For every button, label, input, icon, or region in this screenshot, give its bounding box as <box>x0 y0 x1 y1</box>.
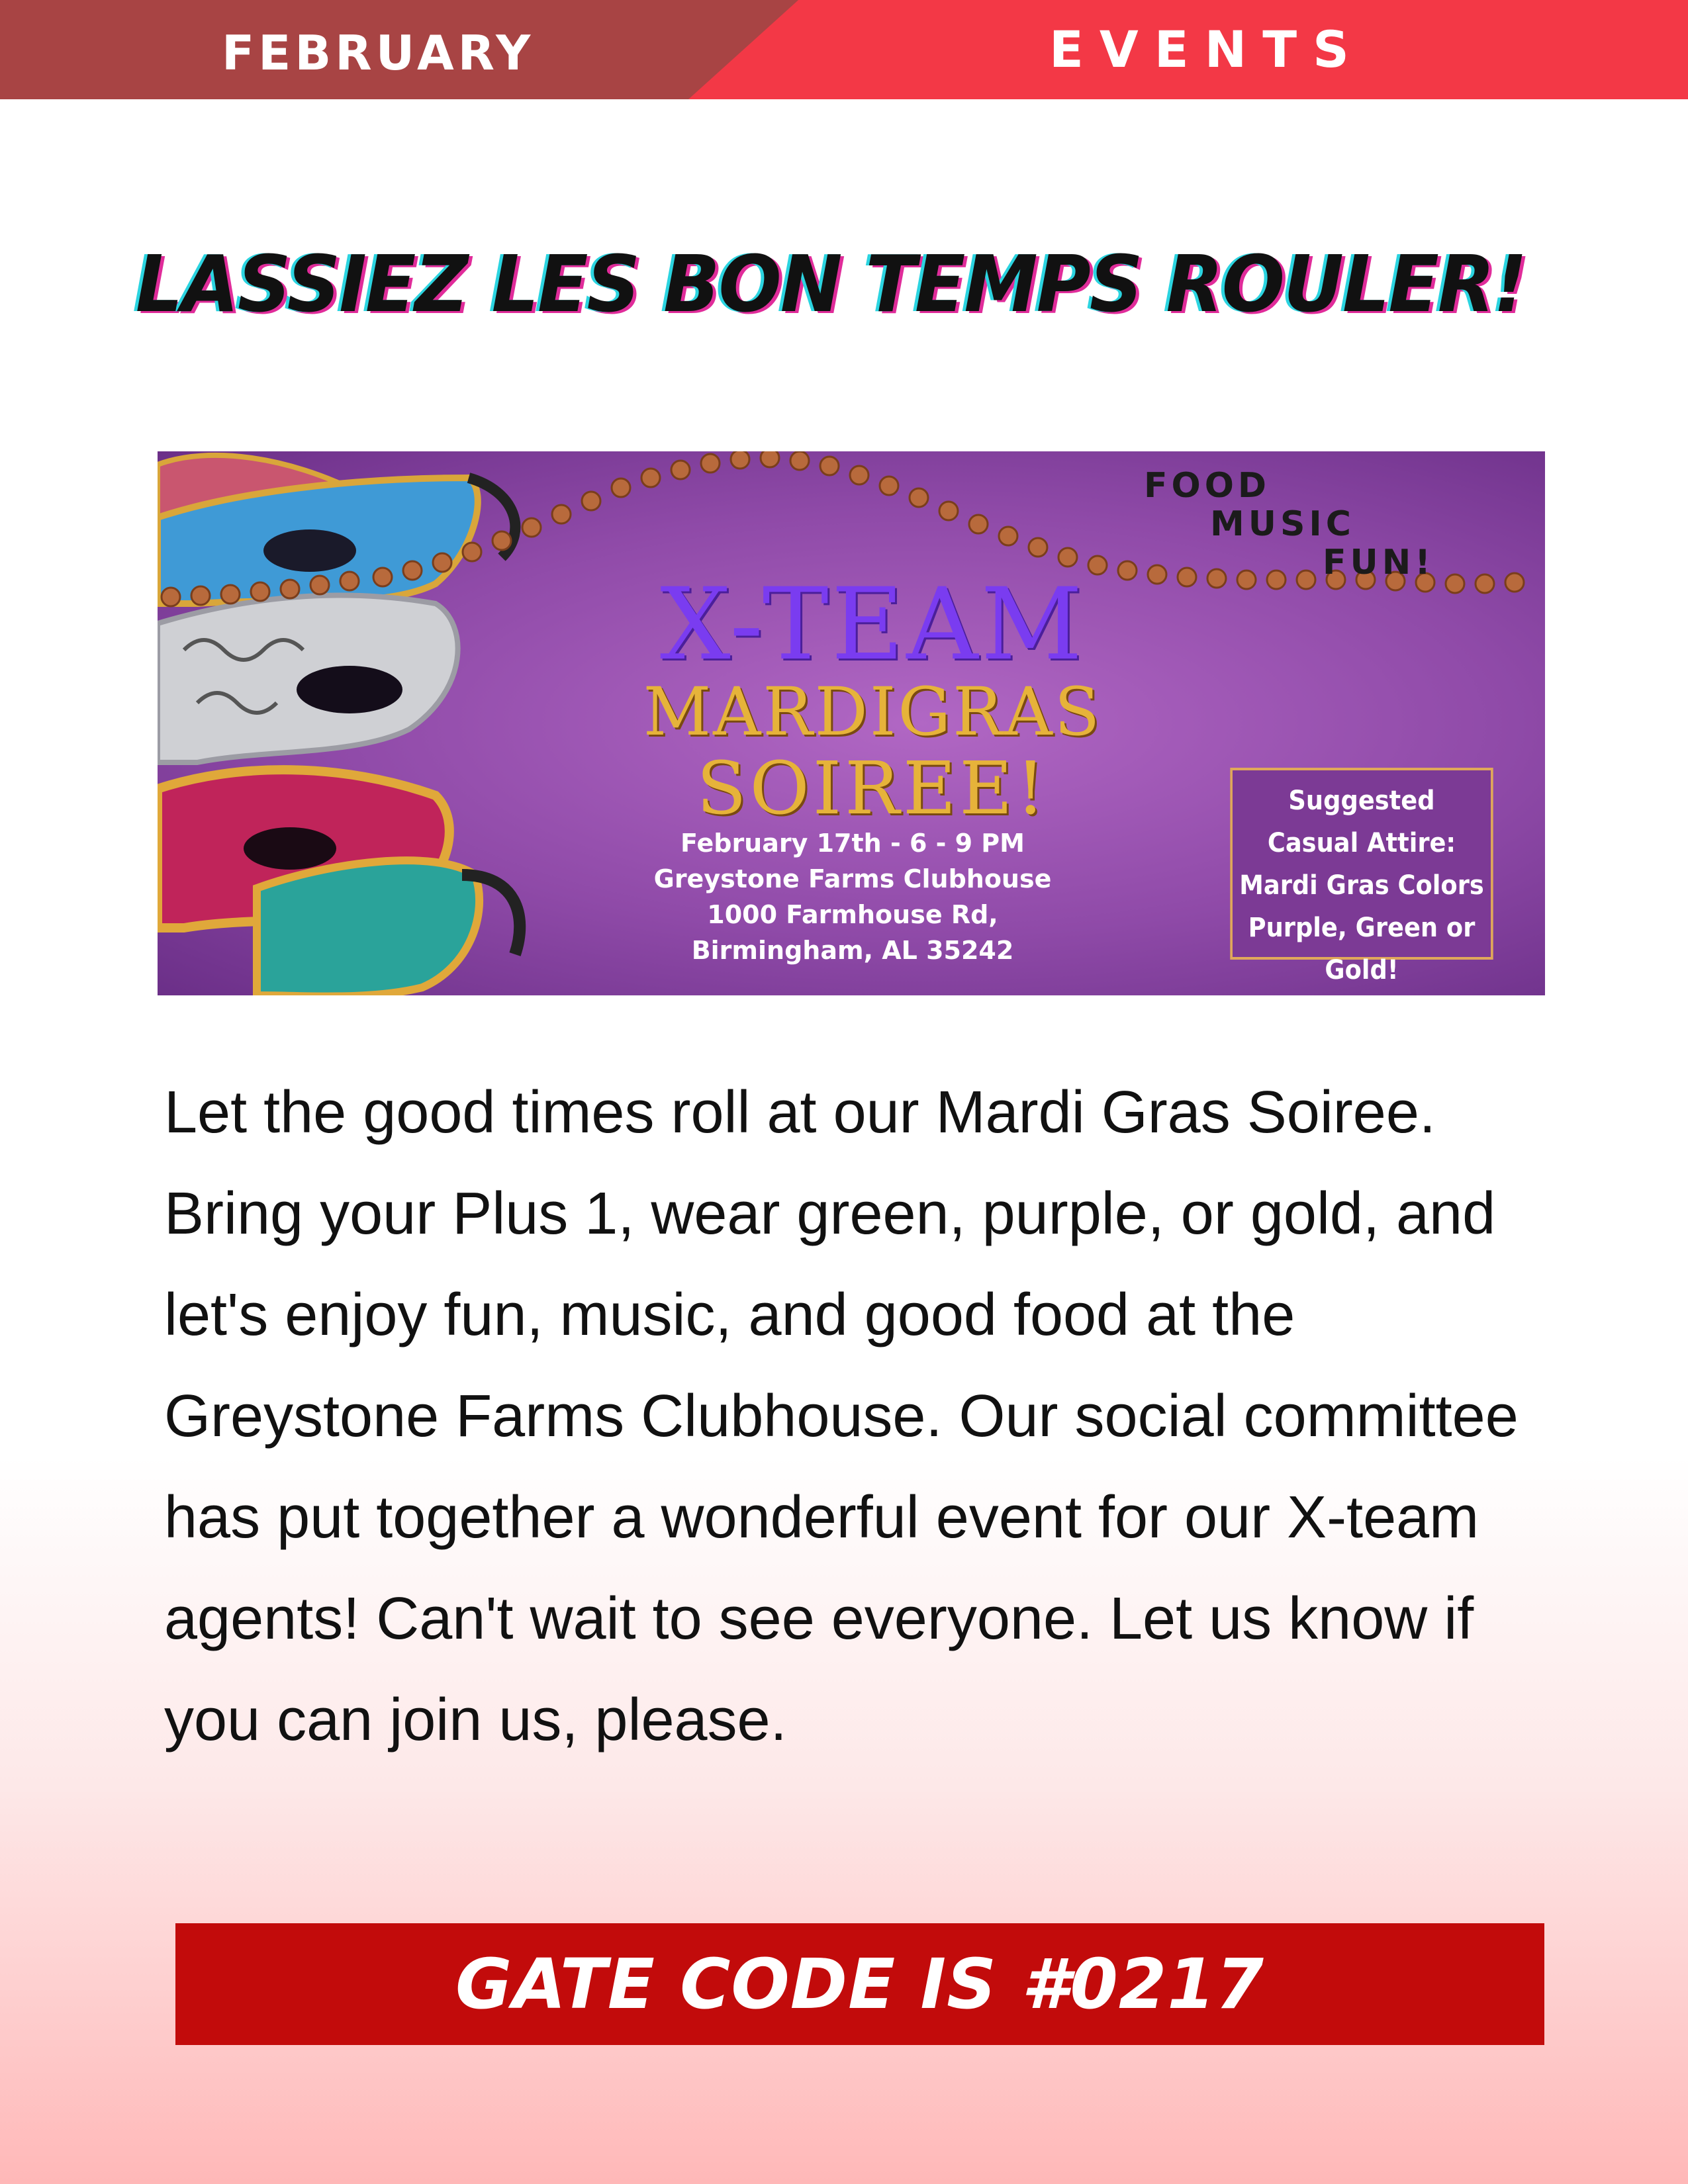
event-flyer <box>158 451 1545 995</box>
flyer-attire-box <box>1230 768 1493 985</box>
event-description: Let the good times roll at our Mardi Gras Soiree. Bring your Plus 1, wear green, purple, or gold, and let's enjoy fun, music, and good food at the Greystone Farms Clubhouse. Our social committee has put together a wonderful event for our X-team agents! Can't wait to see everyone. Let us know if you can join us, please. <box>164 1079 1519 1753</box>
attire-line-2: Casual Attire: <box>1267 828 1456 858</box>
flyer-title-soiree: SOIREE! <box>696 746 1049 831</box>
flyer-tagline-music: MUSIC <box>1210 504 1355 544</box>
flyer-event-details <box>621 825 1084 968</box>
attire-line-1: Suggested <box>1288 786 1435 816</box>
flyer-address-street: 1000 Farmhouse Rd, <box>707 900 998 929</box>
page-headline: LASSIEZ LES BON TEMPS ROULER! <box>135 239 1526 330</box>
flyer-tagline-food: FOOD <box>1144 466 1271 506</box>
attire-line-4: Purple, Green or Gold! <box>1248 913 1476 985</box>
section-label: EVENTS <box>1049 20 1365 79</box>
flyer-tagline-fun: FUN! <box>1323 543 1434 582</box>
flyer-address-city: Birmingham, AL 35242 <box>691 936 1014 965</box>
gate-code-banner <box>175 1923 1544 2045</box>
flyer-title-xteam: X-TEAM <box>659 567 1086 682</box>
month-label: FEBRUARY <box>222 25 535 81</box>
gate-code-text: GATE CODE IS #0217 <box>455 1944 1265 2025</box>
flyer-title-mardigras: MARDIGRAS <box>643 673 1102 751</box>
flyer-venue: Greystone Farms Clubhouse <box>653 864 1052 893</box>
attire-line-3: Mardi Gras Colors <box>1239 870 1484 901</box>
flyer-date-time: February 17th - 6 - 9 PM <box>680 829 1025 858</box>
